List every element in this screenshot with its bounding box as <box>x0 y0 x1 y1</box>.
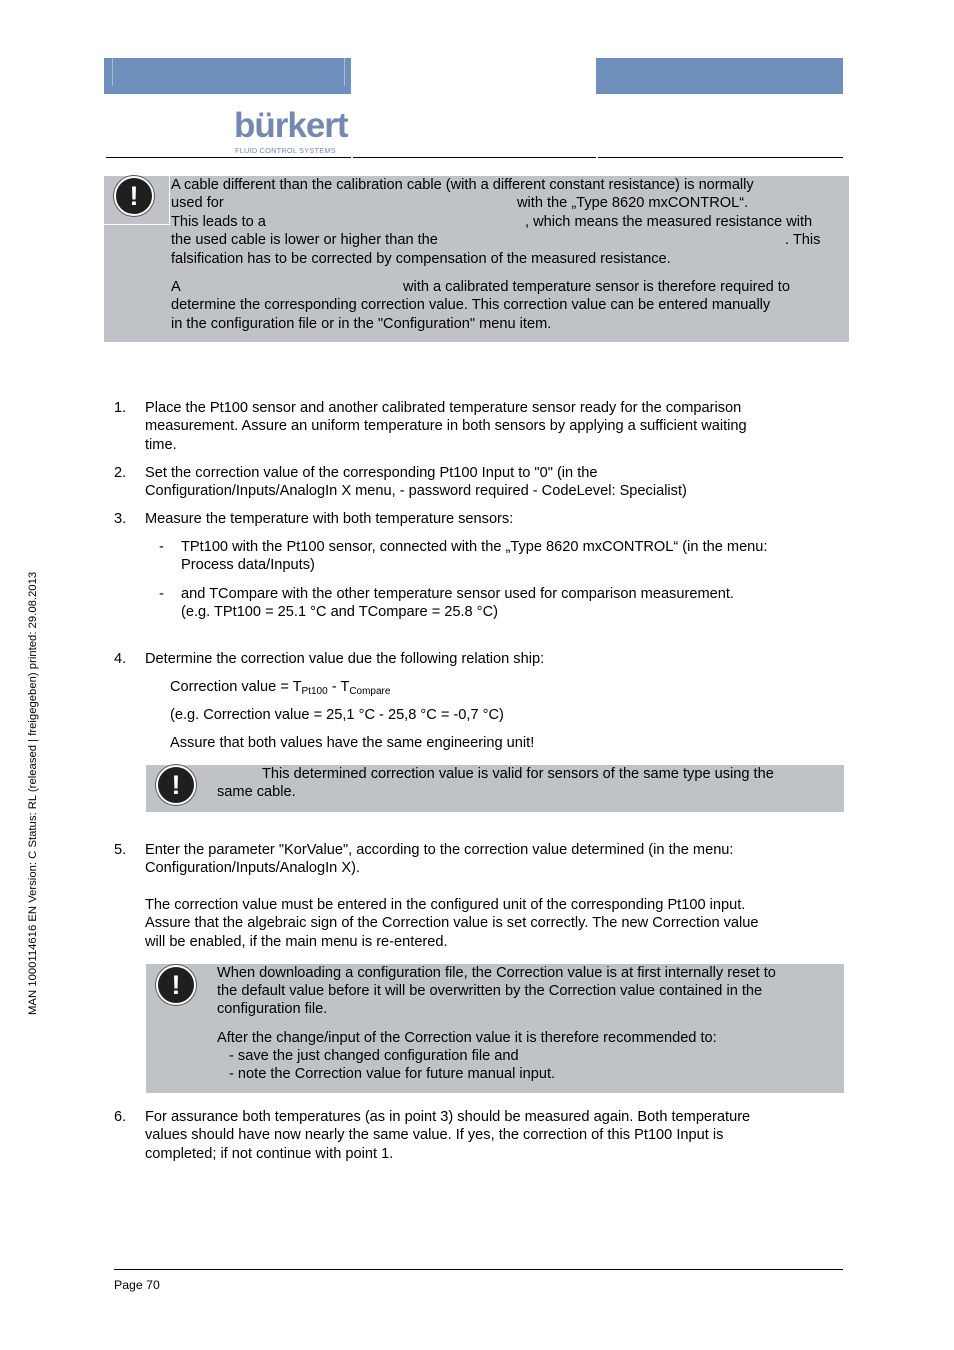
step1-line3: time. <box>145 437 177 453</box>
footer-rule <box>114 1269 843 1270</box>
note1-line2a: used for <box>171 195 224 211</box>
burkert-logo <box>234 104 352 156</box>
step-number: 2. <box>114 465 127 481</box>
step5-line4: Assure that the algebraic sign of the Correction value is set correctly. The new Correction value <box>145 915 759 931</box>
exclamation-icon: ! <box>156 965 196 1005</box>
step3-bullet1-line1: TPt100 with the Pt100 sensor, connected with the „Type 8620 mxCONTROL“ (in the menu: <box>181 539 768 555</box>
step5-line2: Configuration/Inputs/AnalogIn X). <box>145 860 360 876</box>
note1-line3b: , which means the measured resistance with <box>525 214 813 230</box>
note3-line3: configuration file. <box>217 1001 328 1017</box>
note1-line5: falsification has to be corrected by compensation of the measured resistance. <box>171 251 671 267</box>
step-number: 4. <box>114 651 127 667</box>
note3-line4: After the change/input of the Correction value it is therefore recommended to: <box>217 1030 717 1046</box>
step6-line1: For assurance both temperatures (as in point 3) should be measured again. Both temperature <box>145 1109 751 1125</box>
exclamation-icon: ! <box>114 176 154 216</box>
step3-bullet2-line1: and TCompare with the other temperature sensor used for comparison measurement. <box>181 586 734 602</box>
header-rule-mid <box>353 157 596 158</box>
correction-example: (e.g. Correction value = 25,1 °C - 25,8 °C = -0,7 °C) <box>170 707 504 723</box>
page-number: Page 70 <box>114 1278 160 1292</box>
logo-subtitle: FLUID CONTROL SYSTEMS <box>235 146 336 155</box>
exclamation-icon: ! <box>156 765 196 805</box>
step-number: 1. <box>114 400 127 416</box>
note-box-download <box>146 964 844 1093</box>
step2-line2: Configuration/Inputs/AnalogIn X menu, - password required - CodeLevel: Specialist) <box>145 483 687 499</box>
note3-line5: - save the just changed configuration file and <box>229 1048 519 1064</box>
note1-line6b: with a calibrated temperature sensor is therefore required to <box>403 279 790 295</box>
step-number: 6. <box>114 1109 127 1125</box>
note1-line2b: with the „Type 8620 mxCONTROL“. <box>517 195 749 211</box>
header-bar-left <box>104 58 351 94</box>
header-bar-right <box>596 58 843 94</box>
correction-formula: Correction value = $T_{Pt100} - T_{Compare}$ <box>170 679 391 697</box>
note2-line2: same cable. <box>217 784 296 800</box>
note1-line4a: the used cable is lower or higher than the <box>171 232 438 248</box>
note-box-cable <box>104 176 849 342</box>
note1-line1: A cable different than the calibration cable (with a different constant resistance) is normally <box>171 177 754 193</box>
step3-bullet1-line2: Process data/Inputs) <box>181 557 315 573</box>
step6-line2: values should have now nearly the same value. If yes, the correction of this Pt100 Input is <box>145 1127 724 1143</box>
bullet-dash: - <box>159 539 164 555</box>
header-rule-left <box>106 157 351 158</box>
step5-line1: Enter the parameter "KorValue", according to the correction value determined (in the menu: <box>145 842 734 858</box>
note3-line1: When downloading a configuration file, the Correction value is at first internally reset to <box>217 965 776 981</box>
note3-line6: - note the Correction value for future manual input. <box>229 1066 556 1082</box>
step4-line1: Determine the correction value due the following relation ship: <box>145 651 545 667</box>
logo-word: bürkert <box>234 106 348 145</box>
note1-line7: determine the corresponding correction value. This correction value can be entered manually <box>171 297 771 313</box>
note2-line1: This determined correction value is valid for sensors of the same type using the <box>262 766 774 782</box>
step3-line1: Measure the temperature with both temperature sensors: <box>145 511 514 527</box>
step3-bullet2-line2: (e.g. TPt100 = 25.1 °C and TCompare = 25.8 °C) <box>181 604 498 620</box>
note1-line8: in the configuration file or in the "Configuration" menu item. <box>171 316 552 332</box>
step6-line3: completed; if not continue with point 1. <box>145 1146 394 1162</box>
document-status-sidebar: MAN 1000114616 EN Version: C Status: RL (released | freigegeben) printed: 29.08.2013 <box>27 571 39 1015</box>
step5-line3: The correction value must be entered in the configured unit of the corresponding Pt100 input. <box>145 897 746 913</box>
note1-line3a: This leads to a <box>171 214 266 230</box>
step-number: 3. <box>114 511 127 527</box>
header-rule-right <box>598 157 843 158</box>
unit-hint: Assure that both values have the same engineering unit! <box>170 735 535 751</box>
step1-line2: measurement. Assure an uniform temperature in both sensors by applying a sufficient waiting <box>145 418 747 434</box>
bullet-dash: - <box>159 586 164 602</box>
step1-line1: Place the Pt100 sensor and another calibrated temperature sensor ready for the comparison <box>145 400 742 416</box>
step5-line5: will be enabled, if the main menu is re-entered. <box>145 934 448 950</box>
note3-line2: the default value before it will be overwritten by the Correction value contained in the <box>217 983 763 999</box>
note1-line6a: A <box>171 279 181 295</box>
step2-line1: Set the correction value of the corresponding Pt100 Input to "0" (in the <box>145 465 598 481</box>
note1-line4b: . This <box>785 232 821 248</box>
step-number: 5. <box>114 842 127 858</box>
note-box-validity <box>146 765 844 812</box>
